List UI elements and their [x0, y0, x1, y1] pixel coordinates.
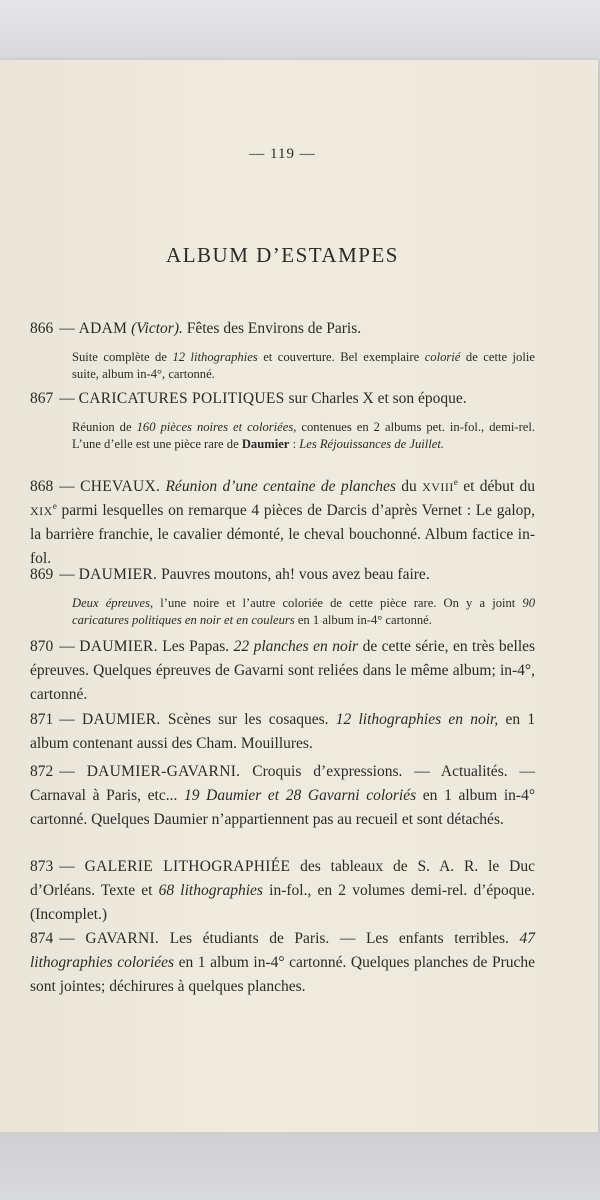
dash: —: [59, 320, 75, 337]
dash: —: [59, 930, 75, 947]
entry-872: [30, 760, 535, 832]
dash: —: [59, 390, 75, 407]
entry-heading: [30, 635, 535, 707]
note-text: et couverture. Bel exemplaire: [263, 350, 420, 364]
entry-text: Les Papas.: [162, 638, 230, 655]
entry-head: DAUMIER.: [78, 566, 158, 583]
entry-871: [30, 708, 535, 756]
note-text: :: [292, 437, 297, 451]
entry-head: DAUMIER-GAVARNI.: [86, 763, 241, 780]
entry-868: [30, 475, 535, 571]
entry-italic: 12 lithographies en noir,: [335, 711, 499, 728]
entry-head: CHEVAUX.: [80, 478, 161, 495]
note-italic: 160 pièces noires et coloriées,: [136, 420, 297, 434]
lot-number: 870: [30, 638, 54, 655]
entry-text: du: [401, 478, 417, 495]
entry-head: CARICATURES POLITIQUES: [78, 390, 285, 407]
lot-number: 866: [30, 320, 54, 337]
superscript: e: [453, 476, 458, 487]
dash: —: [59, 711, 75, 728]
note-bold: Daumier: [241, 437, 290, 451]
note-text: contenues en 2 albums pet. in-fol., demi-rel. L’une d’elle est une pièce rare de: [72, 420, 535, 451]
entry-heading: [30, 708, 535, 756]
entry-italic: 47 lithographies coloriées: [30, 930, 536, 971]
entry-heading: [30, 927, 535, 999]
entry-heading: [30, 760, 535, 832]
entry-870: [30, 635, 535, 707]
entry-heading: [30, 317, 535, 341]
entry-873: [30, 855, 535, 927]
dash: —: [59, 858, 75, 875]
entry-text: en 1 album contenant aussi des Cham. Mouillures.: [30, 711, 536, 752]
note-italic: Deux épreuves,: [72, 596, 154, 610]
entry-text: Les étudiants de Paris. — Les enfants terribles.: [169, 930, 509, 947]
note-italic: colorié: [424, 350, 461, 364]
note-italic: 12 lithographies: [172, 350, 258, 364]
entry-text: parmi lesquelles on remarque 4 pièces de Darcis d’après Vernet : Le galop, la barrière franchie, le cavalier démonté, le cheval bouchonné. Album factice in-fol.: [30, 502, 536, 567]
entry-text: Croquis d’expressions. — Actualités. — Carnaval à Paris, etc...: [30, 763, 536, 804]
note-text: de cette jolie suite, album in-4°, cartonné.: [72, 350, 535, 381]
entry-text: en 1 album in-4° cartonné. Quelques planches de Pruche sont jointes; déchirures à quelques planches.: [30, 954, 535, 995]
dash: —: [59, 638, 75, 655]
entry-heading: [30, 563, 535, 587]
dash: —: [59, 763, 75, 780]
entry-head: DAUMIER.: [79, 638, 158, 655]
lot-number: 867: [30, 390, 54, 407]
entry-note: [30, 595, 535, 629]
entry-head: GAVARNI.: [85, 930, 160, 947]
entry-text: en 1 album in-4° cartonné. Quelques Daumier n’appartiennent pas au recueil et sont détachés.: [30, 787, 536, 828]
entry-note: [30, 419, 535, 453]
note-text: en 1 album in-4° cartonné.: [297, 613, 432, 627]
entry-text: et début du: [463, 478, 536, 495]
dash: —: [59, 566, 75, 583]
lot-number: 869: [30, 566, 54, 583]
lot-number: 871: [30, 711, 54, 728]
entry-text: de cette série, en très belles épreuves. Quelques épreuves de Gavarni sont reliées dans le même album; in-4°, cartonné.: [30, 638, 536, 703]
entry-heading: [30, 855, 535, 927]
century-numeral: XVIII: [422, 480, 454, 494]
entry-866: [30, 317, 535, 383]
note-italic: 90 caricatures politiques en noir et en couleurs: [72, 596, 536, 627]
entry-heading: [30, 475, 535, 571]
dash: —: [59, 478, 75, 495]
entry-head-italic: (Victor).: [131, 320, 183, 337]
entry-text: Scènes sur les cosaques.: [167, 711, 329, 728]
page-number: — 119 —: [249, 146, 316, 162]
entry-note: [30, 349, 535, 383]
entry-874: [30, 927, 535, 999]
background-bottom: [0, 1132, 600, 1200]
entry-text: Pauvres moutons, ah! vous avez beau faire.: [161, 566, 430, 583]
entry-heading: [30, 387, 535, 411]
note-text: Réunion de: [72, 420, 132, 434]
entry-text: Fêtes des Environs de Paris.: [186, 320, 362, 337]
entry-text: in-fol., en 2 volumes demi-rel. d’époque. (Incomplet.): [30, 882, 536, 923]
entry-head: DAUMIER.: [81, 711, 161, 728]
background-top: [0, 0, 600, 62]
catalogue-page: [0, 60, 598, 1135]
entry-text: des tableaux de S. A. R. le Duc d’Orléans. Texte et: [30, 858, 536, 899]
entry-869: [30, 563, 535, 629]
lot-number: 874: [30, 930, 54, 947]
note-italic: Les Réjouissances de Juillet.: [299, 437, 445, 451]
superscript: e: [52, 500, 57, 511]
entry-italic: 68 lithographies: [158, 882, 263, 899]
entry-text: sur Charles X et son époque.: [288, 390, 467, 407]
entry-head: ADAM: [78, 320, 128, 337]
lot-number: 873: [30, 858, 54, 875]
note-text: l’une noire et l’autre coloriée de cette pièce rare. On y a joint: [160, 596, 516, 610]
century-numeral: XIX: [30, 504, 53, 518]
lot-number: 872: [30, 763, 54, 780]
entry-italic: 22 planches en noir: [233, 638, 359, 655]
entry-867: [30, 387, 535, 453]
entry-italic: 19 Daumier et 28 Gavarni coloriés: [184, 787, 417, 804]
note-text: Suite complète de: [72, 350, 167, 364]
entry-head-italic: Réunion d’une centaine de planches: [165, 478, 396, 495]
lot-number: 868: [30, 478, 54, 495]
section-title: ALBUM D’ESTAMPES: [166, 243, 399, 267]
entry-head: GALERIE LITHOGRAPHIÉE: [84, 858, 291, 875]
